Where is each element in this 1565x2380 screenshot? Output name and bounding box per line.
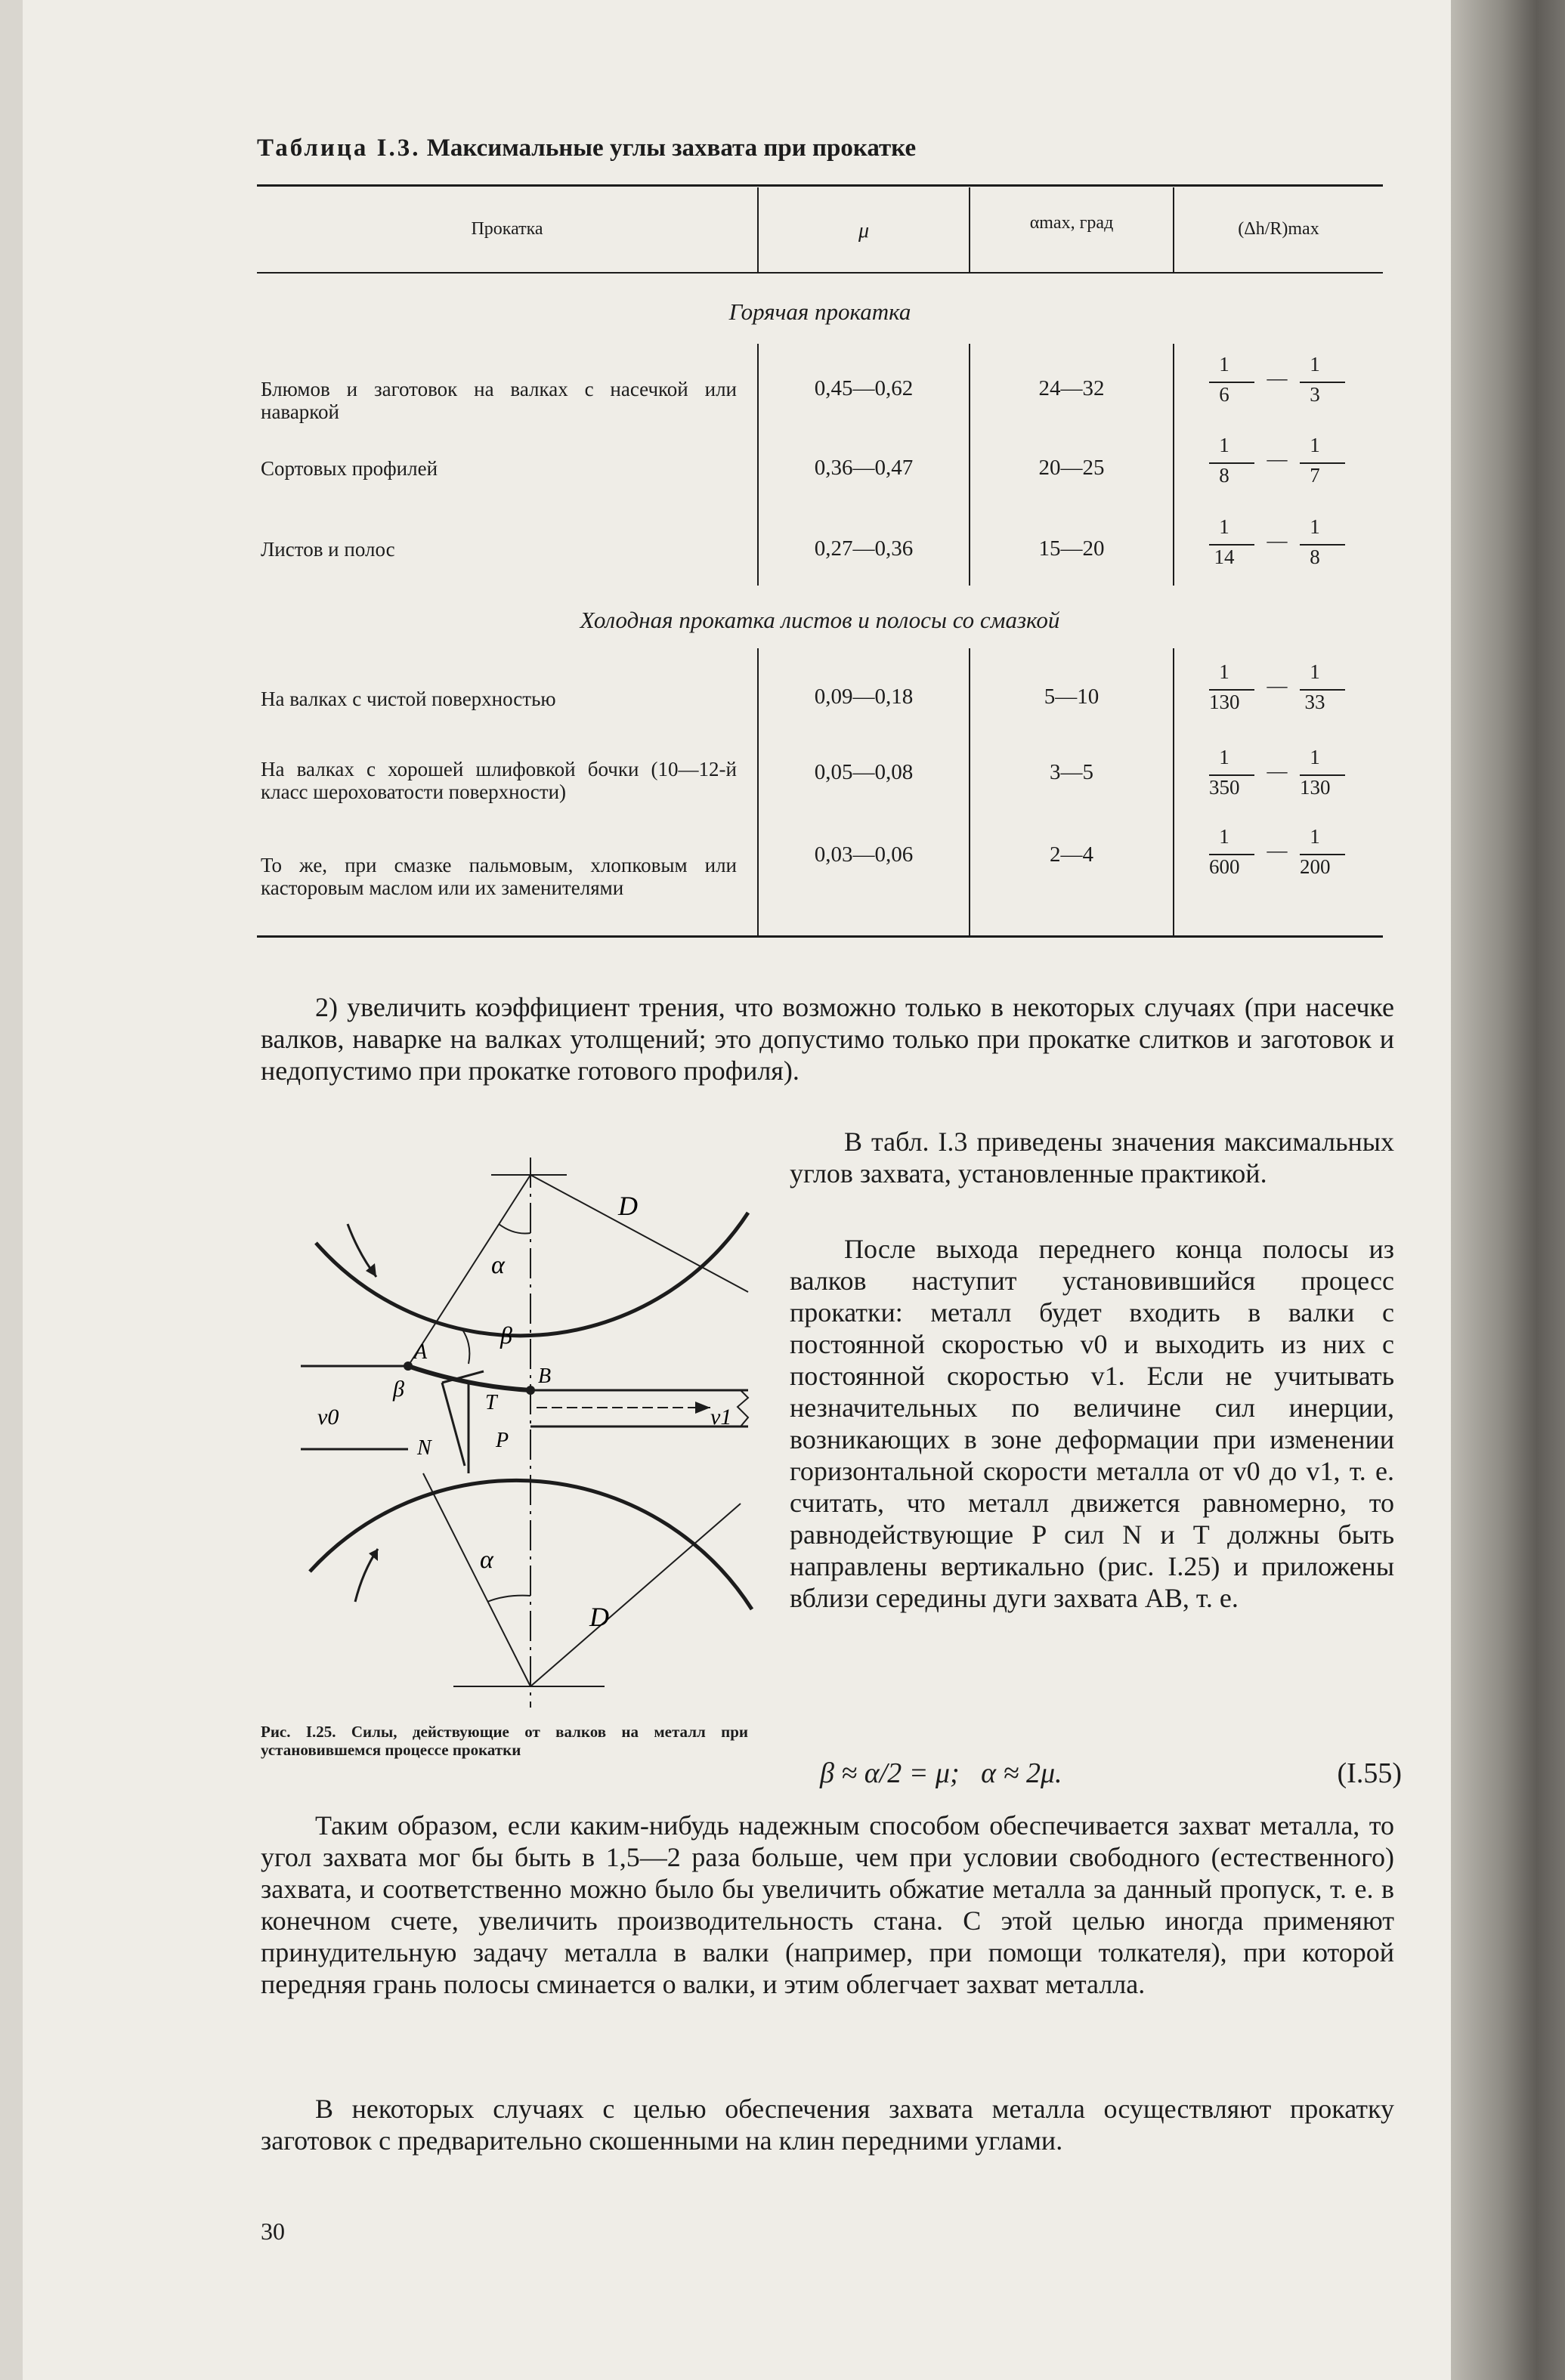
row-ratio: [1209, 351, 1345, 412]
force-N: [442, 1383, 465, 1466]
header-ratio-max: (Δh/R)max: [1238, 219, 1319, 239]
row-name: То же, при смазке пальмовым, хлопковым или касторовым маслом или их заменителями: [261, 854, 737, 899]
label-v0: v0: [317, 1405, 339, 1430]
range-dash: —: [1267, 529, 1288, 552]
ratio-den: 7: [1310, 464, 1320, 487]
paragraph: После выхода переднего конца полосы из валков наступит установившийся процесс прокатки: металл будет входить в валки с постоянной скоростью v0 и выходить из них с постоянной скоростью v1. Если не учитывать незначительных по величине сил инерции, возникающих в зоне деформации при изменении горизонтальной скорости металла от v0 до v1, т. е. считать, что металл движется равномерно, то равнодействующие P сил N и T должны быть направлены вертикально (рис. I.25) и приложены вблизи середины дуги захвата AB, т. е.: [790, 1234, 1394, 1613]
label-T: T: [485, 1391, 497, 1414]
row-ratio: [1209, 744, 1345, 805]
label-B: B: [538, 1365, 552, 1388]
formula: [820, 1757, 1402, 1790]
ratio-den: 14: [1214, 546, 1235, 568]
paragraph: В табл. I.3 приведены значения максимальных углов захвата, установленные практикой.: [790, 1127, 1394, 1188]
ratio-num: 1: [1219, 515, 1229, 538]
col-divider: [1173, 344, 1174, 586]
label-beta: β: [393, 1377, 404, 1402]
ratio-num: 1: [1310, 434, 1320, 456]
ratio-num: 1: [1219, 825, 1229, 848]
row-mu: 0,03—0,06: [814, 842, 914, 867]
header-alpha-max: αmax, град: [1029, 213, 1114, 233]
ratio-num: 1: [1219, 353, 1229, 376]
row-mu: 0,45—0,62: [814, 376, 914, 400]
range-dash: —: [1267, 759, 1288, 782]
row-name: На валках с чистой поверхностью: [261, 688, 556, 710]
row-name: На валках с хорошей шлифовкой бочки (10—12-й класс шероховатости поверхности): [261, 758, 737, 803]
range-dash: —: [1267, 366, 1288, 389]
row-mu: 0,27—0,36: [814, 536, 914, 561]
ratio-den: 200: [1300, 855, 1331, 878]
label-beta: β: [500, 1321, 512, 1349]
label-N: N: [417, 1436, 431, 1460]
range-dash: —: [1267, 839, 1288, 861]
upper-roll-arc: [316, 1213, 748, 1336]
row-mu: 0,05—0,08: [814, 760, 914, 784]
row-alpha: 2—4: [1050, 842, 1093, 867]
ratio-den: 8: [1219, 464, 1229, 487]
range-dash: —: [1267, 447, 1288, 470]
ratio-den: 8: [1310, 546, 1320, 568]
book-spine-shadow: [1451, 0, 1565, 2380]
figure-caption: Рис. I.25. Силы, действующие от валков на металл при установившемся процессе прокатки: [261, 1723, 748, 1759]
col-divider: [1173, 648, 1174, 935]
table-header-rule: [257, 272, 1383, 274]
row-mu: 0,36—0,47: [814, 456, 914, 480]
label-D-top: D: [618, 1191, 638, 1221]
arrow-head: [369, 1549, 378, 1561]
angle-arc-alpha-bottom: [487, 1596, 530, 1602]
row-alpha: 24—32: [1038, 376, 1105, 400]
ratio-num: 1: [1310, 353, 1320, 376]
ratio-den: 130: [1300, 776, 1331, 799]
row-ratio: [1209, 432, 1345, 493]
row-alpha: 20—25: [1038, 456, 1105, 480]
table-top-rule: [257, 184, 1383, 187]
point-B: [526, 1386, 535, 1395]
row-name: Блюмов и заготовок на валках с насечкой или наваркой: [261, 378, 737, 423]
diameter-bottom: [530, 1504, 741, 1686]
label-v1: v1: [710, 1405, 732, 1430]
ratio-den: 600: [1209, 855, 1240, 878]
header-mu: μ: [858, 219, 870, 243]
rolling-forces-figure: [287, 1148, 771, 1723]
page-number: 30: [261, 2218, 285, 2245]
paragraph: В некоторых случаях с целью обеспечения захвата металла осуществляют прокатку заготовок с предварительно скошенными на клин передними углами.: [261, 2094, 1394, 2156]
section-title-hot: Горячая прокатка: [728, 298, 911, 325]
row-mu: 0,09—0,18: [814, 685, 914, 709]
row-alpha: 5—10: [1044, 685, 1100, 709]
row-alpha: 3—5: [1050, 760, 1093, 784]
ratio-den: 3: [1310, 383, 1320, 406]
row-name: Листов и полос: [261, 538, 395, 561]
table-caption-prefix: Таблица I.3.: [257, 134, 421, 162]
label-alpha-top: α: [491, 1251, 505, 1279]
strip-break: [738, 1390, 748, 1426]
diameter-top: [530, 1175, 748, 1292]
angle-arc-beta: [462, 1330, 469, 1364]
ratio-num: 1: [1310, 515, 1320, 538]
ratio-den: 33: [1304, 691, 1325, 713]
point-A: [404, 1362, 413, 1371]
ratio-num: 1: [1219, 434, 1229, 456]
row-alpha: 15—20: [1038, 536, 1105, 561]
arrow-head: [695, 1402, 710, 1414]
row-ratio: [1209, 659, 1345, 719]
table-bottom-rule: [257, 935, 1383, 938]
ratio-den: 350: [1209, 776, 1240, 799]
formula-number: (I.55): [1337, 1757, 1402, 1789]
ratio-num: 1: [1219, 746, 1229, 768]
angle-arc-alpha-top: [499, 1224, 530, 1234]
table-caption-title: Максимальные углы захвата при прокатке: [426, 134, 917, 162]
table-caption: [257, 134, 916, 162]
section-title-cold: Холодная прокатка листов и полосы со смазкой: [580, 607, 1060, 633]
range-dash: —: [1267, 674, 1288, 697]
label-P: P: [496, 1429, 509, 1452]
ratio-num: 1: [1310, 746, 1320, 768]
ratio-num: 1: [1310, 825, 1320, 848]
row-ratio: [1209, 514, 1345, 574]
row-ratio: [1209, 824, 1345, 884]
paragraph: Таким образом, если каким-нибудь надежным способом обеспечивается захват металла, то угол захвата мог бы быть в 1,5—2 раза больше, чем при условии свободного (естественного) захвата, и соответственно можно было бы увеличить обжатие металла за данный пропуск, т. е. в конечном счете, увеличить производительность стана. С этой целью иногда применяют принудительную задачу металла в валки (например, при помощи толкателя), при которой передняя грань полосы сминается о валки, и этим облегчает захват металла.: [261, 1810, 1394, 1999]
formula-expression: β ≈ α/2 = μ; α ≈ 2μ.: [820, 1757, 1062, 1789]
label-D-bottom: D: [589, 1602, 609, 1632]
header-rolling: Прокатка: [471, 219, 543, 239]
radius-lower: [423, 1473, 530, 1686]
label-A: A: [414, 1340, 428, 1364]
ratio-den: 130: [1209, 691, 1240, 713]
ratio-num: 1: [1219, 660, 1229, 683]
ratio-den: 6: [1219, 383, 1229, 406]
paragraph: 2) увеличить коэффициент трения, что возможно только в некоторых случаях (при насечке валков, наварке на валках утолщений; это допустимо только при прокатке слитков и заготовок и недопустимо при прокатке готового профиля).: [261, 992, 1394, 1086]
row-name: Сортовых профилей: [261, 457, 438, 480]
label-alpha-bottom: α: [480, 1546, 493, 1574]
ratio-num: 1: [1310, 660, 1320, 683]
